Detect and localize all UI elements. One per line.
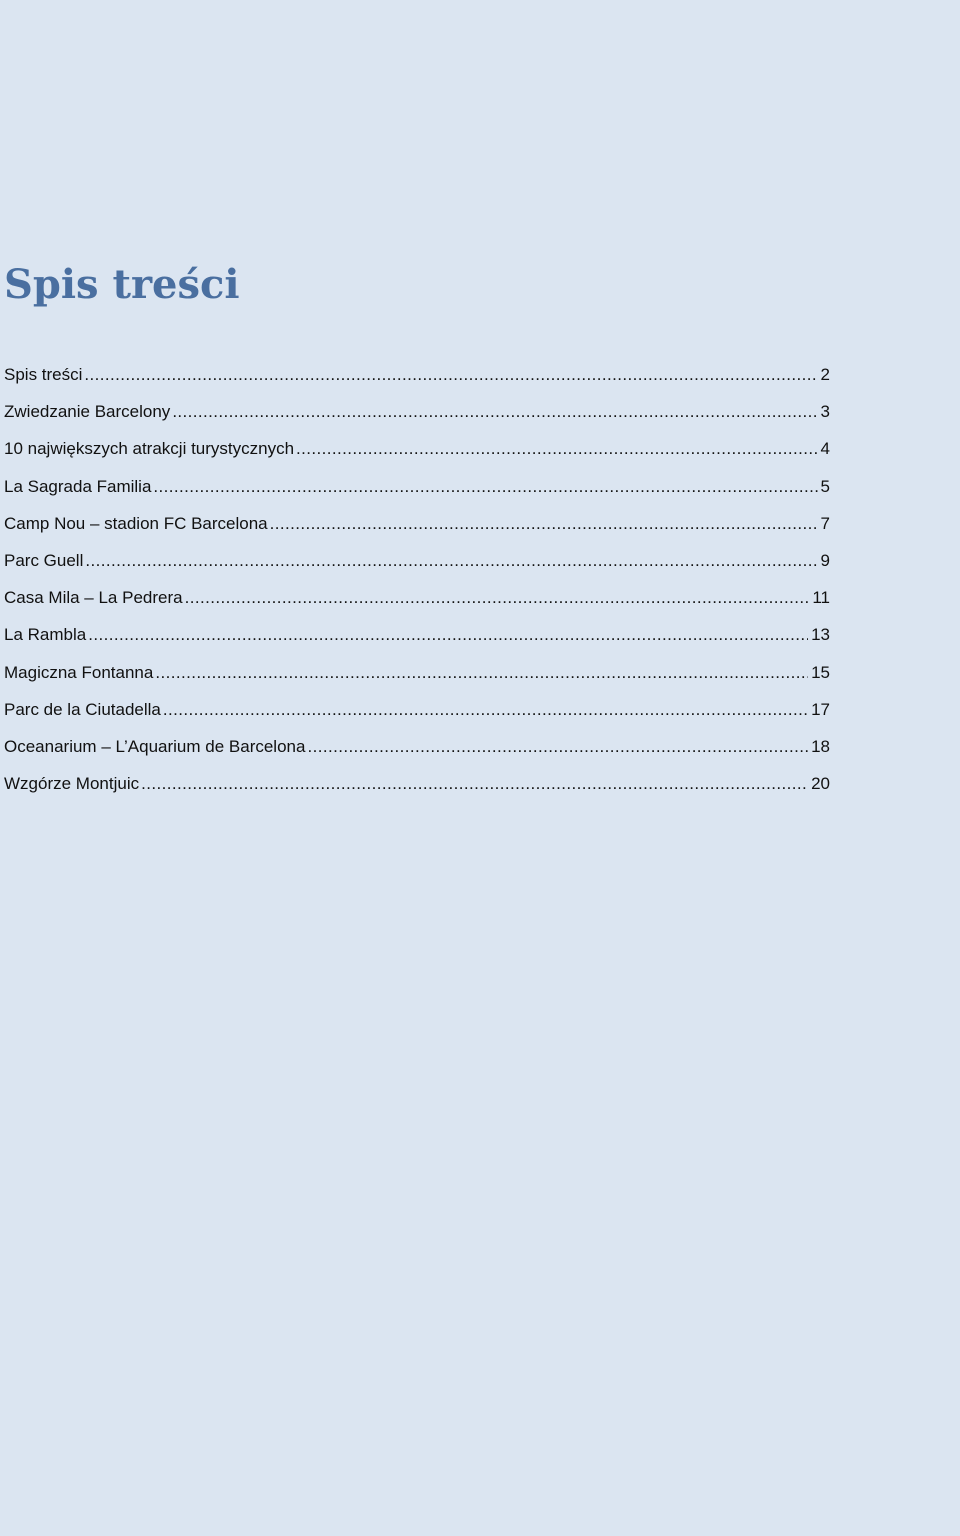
toc-entry-la-sagrada-familia[interactable] xyxy=(4,473,830,510)
toc-entry-camp-nou[interactable] xyxy=(4,510,830,547)
toc-entry-oceanarium[interactable] xyxy=(4,733,830,770)
toc-entry-page-number: 20 xyxy=(811,774,830,794)
toc-dot-leader xyxy=(307,733,808,761)
toc-entry-10-atrakcji[interactable] xyxy=(4,435,830,472)
toc-entry-magiczna-fontanna[interactable] xyxy=(4,659,830,696)
toc-entry-title: Magiczna Fontanna xyxy=(4,662,154,682)
toc-dot-leader xyxy=(185,584,810,612)
toc-entry-la-rambla[interactable] xyxy=(4,621,830,658)
toc-entry-page-number: 3 xyxy=(820,402,830,422)
toc-dot-leader xyxy=(84,361,817,389)
toc-entry-casa-mila[interactable] xyxy=(4,584,830,621)
toc-entry-title: 10 największych atrakcji turystycznych xyxy=(4,439,295,459)
toc-entry-title: Camp Nou – stadion FC Barcelona xyxy=(4,513,268,533)
toc-dot-leader xyxy=(296,435,817,463)
toc-entry-title: Zwiedzanie Barcelony xyxy=(4,402,171,422)
toc-entry-zwiedzanie-barcelony[interactable] xyxy=(4,398,830,435)
toc-entry-title: Parc Guell xyxy=(4,550,84,570)
toc-dot-leader xyxy=(88,621,808,649)
toc-entry-title: La Rambla xyxy=(4,625,87,645)
toc-entry-page-number: 15 xyxy=(811,662,830,682)
toc-entry-page-number: 18 xyxy=(811,736,830,756)
toc-entry-page-number: 2 xyxy=(820,365,830,384)
toc-dot-leader xyxy=(85,547,817,575)
toc-dot-leader xyxy=(270,510,818,538)
toc-entry-parc-de-la-ciutadella[interactable] xyxy=(4,696,830,733)
toc-dot-leader xyxy=(172,398,817,426)
toc-dot-leader xyxy=(141,770,808,798)
toc-entry-title: Casa Mila – La Pedrera xyxy=(4,588,183,608)
toc-entry-page-number: 17 xyxy=(811,699,830,719)
toc-entry-page-number: 5 xyxy=(820,476,830,496)
toc-dot-leader xyxy=(155,659,808,687)
toc-entry-page-number: 7 xyxy=(820,513,830,533)
toc-dot-leader xyxy=(163,696,808,724)
toc-entry-page-number: 11 xyxy=(812,588,830,608)
toc-entry-page-number: 9 xyxy=(820,550,830,570)
toc-entry-title: Wzgórze Montjuic xyxy=(4,774,140,794)
table-of-contents xyxy=(4,361,830,807)
toc-dot-leader xyxy=(153,473,817,501)
toc-entry-title: Parc de la Ciutadella xyxy=(4,699,161,719)
toc-entry-page-number: 4 xyxy=(820,439,830,459)
toc-entry-title: Spis treści xyxy=(4,365,83,384)
toc-entry-wzgorze-montjuic[interactable] xyxy=(4,770,830,807)
toc-entry-page-number: 13 xyxy=(811,625,830,645)
toc-entry-parc-guell[interactable] xyxy=(4,547,830,584)
toc-entry-spis-tresci[interactable] xyxy=(4,361,830,398)
toc-entry-title: Oceanarium – L’Aquarium de Barcelona xyxy=(4,736,306,756)
toc-heading: Spis treści xyxy=(4,261,240,308)
toc-entry-title: La Sagrada Familia xyxy=(4,476,152,496)
